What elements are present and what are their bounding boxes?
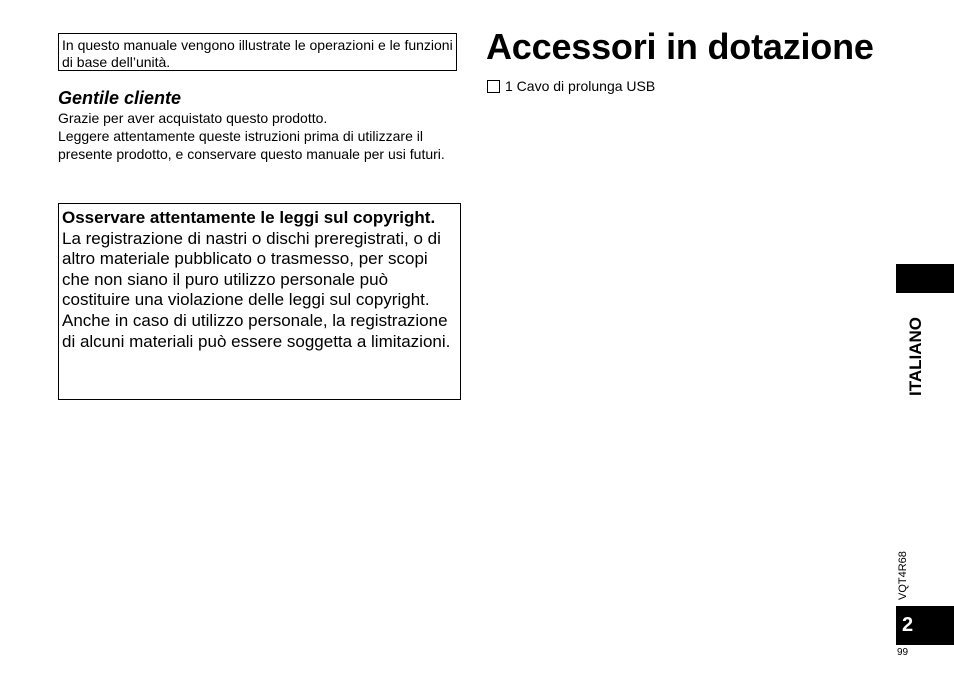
greeting-line: Leggere attentamente queste istruzioni prima di utilizzare il presente prodotto, e conservare questo manuale per usi futuri. — [58, 128, 445, 162]
language-label: ITALIANO — [906, 316, 925, 396]
greeting-body — [58, 109, 468, 163]
accessory-label: 1 Cavo di prolunga USB — [505, 78, 656, 94]
sub-page-number: 99 — [897, 647, 909, 658]
copyright-notice — [58, 203, 461, 400]
intro-box — [58, 33, 457, 71]
greeting-line: Grazie per aver acquistato questo prodotto. — [58, 110, 328, 126]
copyright-title: Osservare attentamente le leggi sul copyright. — [62, 208, 436, 227]
accessory-item — [487, 77, 655, 95]
page-title: Accessori in dotazione — [486, 26, 874, 67]
page-number-tab — [896, 606, 954, 645]
copyright-body: La registrazione di nastri o dischi preregistrati, o di altro materiale pubblicato o trasmesso, per scopi che non siano il puro utilizzo personale può costituire una violazione delle leggi sul copyright. Anche in caso di utilizzo personale, la registrazione di alcuni materiali può essere soggetta a limitazioni. — [62, 228, 451, 351]
greeting-title: Gentile cliente — [58, 88, 182, 108]
document-code: VQT4R68 — [897, 551, 909, 600]
language-tab-bar — [896, 264, 954, 293]
checkbox-icon — [487, 80, 500, 93]
intro-text: In questo manuale vengono illustrate le operazioni e le funzioni di base dell’unità. — [62, 37, 453, 70]
page-number: 2 — [902, 614, 914, 636]
